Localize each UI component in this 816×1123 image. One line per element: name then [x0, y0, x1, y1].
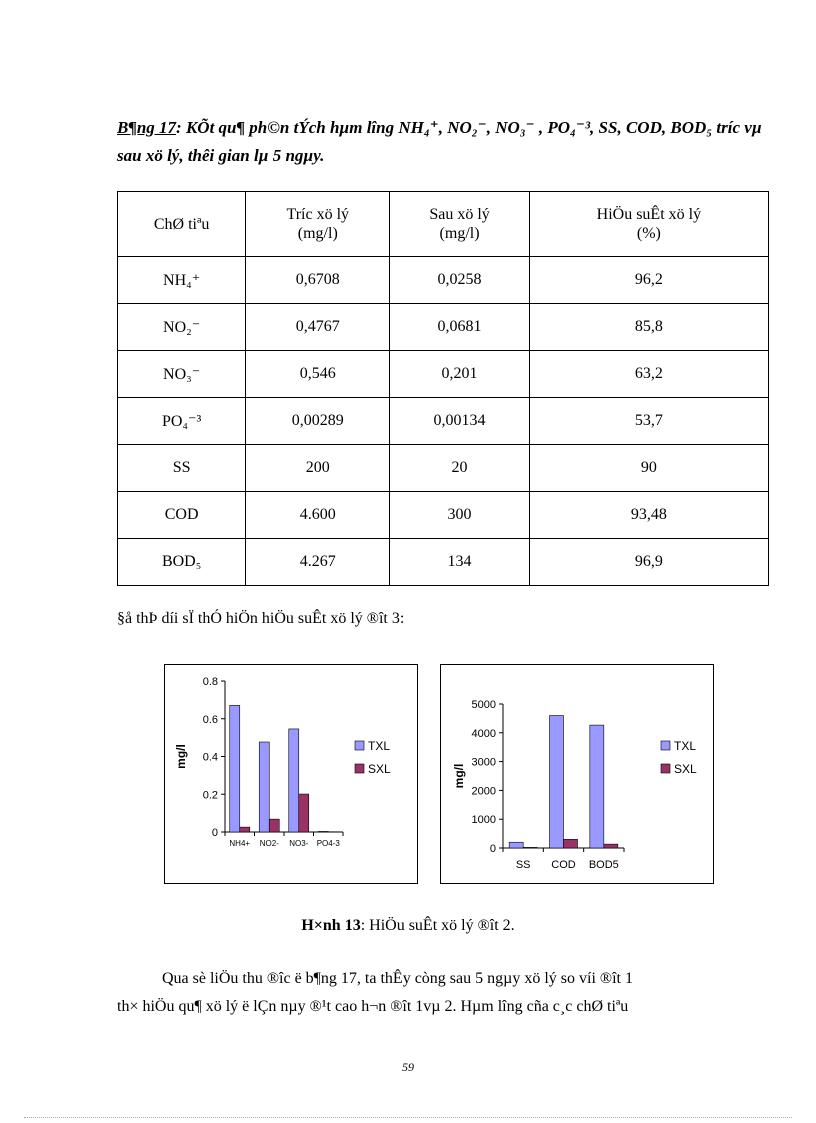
figure-caption-text: : HiÖu suÊt xö lý ®ît 2.	[360, 917, 515, 934]
cell-before: 0,00289	[246, 398, 390, 445]
legend-label-txl: TXL	[368, 739, 391, 753]
y-tick-label: 0	[489, 843, 496, 855]
cell-before: 0,546	[246, 351, 390, 398]
results-table	[117, 191, 769, 586]
cell-after: 0,0258	[390, 257, 529, 304]
table-row	[118, 492, 769, 539]
bar-sxl-bod5	[604, 844, 618, 848]
figure-caption	[0, 917, 816, 935]
x-tick-label: PO4-3	[316, 839, 340, 848]
chart-frame-small-params	[164, 664, 418, 884]
cell-before: 200	[246, 445, 390, 492]
cell-indicator: NO₂⁻	[118, 304, 246, 351]
table-row	[118, 539, 769, 586]
header-indicator: ChØ tiªu	[118, 192, 246, 257]
y-axis-label: mg/l	[174, 744, 188, 769]
x-tick-label: SS	[515, 859, 531, 871]
body-paragraph-line-2: th× hiÖu qu¶ xö lý ë lÇn nµy ®¹t cao h¬n ®ît 1vµ 2. Hµm lîng cña c¸c chØ tiªu	[117, 998, 629, 1015]
cell-before: 4.267	[246, 539, 390, 586]
bar-txl-no3-	[289, 729, 299, 832]
bar-txl-bod5	[590, 725, 604, 848]
cell-efficiency: 96,2	[529, 257, 768, 304]
y-axis-label: mg/l	[452, 763, 466, 789]
x-tick-label: COD	[551, 859, 576, 871]
table-caption-label: B¶ng 17	[117, 118, 177, 137]
cell-efficiency: 96,9	[529, 539, 768, 586]
cell-efficiency: 85,8	[529, 304, 768, 351]
cell-indicator: COD	[118, 492, 246, 539]
legend-swatch-sxl	[661, 764, 670, 773]
cell-indicator: SS	[118, 445, 246, 492]
cell-before: 0,6708	[246, 257, 390, 304]
legend-swatch-sxl	[355, 764, 364, 773]
table-row	[118, 351, 769, 398]
bar-txl-nh4+	[230, 705, 240, 832]
legend-label-txl: TXL	[674, 739, 697, 753]
cell-indicator: NH₄⁺	[118, 257, 246, 304]
cell-after: 0,0681	[390, 304, 529, 351]
cell-after: 300	[390, 492, 529, 539]
x-tick-label: BOD5	[588, 859, 619, 871]
bar-sxl-nh4+	[240, 827, 250, 832]
figure-caption-label: H×nh 13	[301, 917, 361, 934]
table-row	[118, 398, 769, 445]
chart-intro-text: §å thÞ díi sÏ thÓ hiÖn hiÖu suÊt xö lý ®ît 3:	[117, 610, 405, 627]
cell-before: 0,4767	[246, 304, 390, 351]
legend-swatch-txl	[661, 741, 670, 750]
cell-before: 4.600	[246, 492, 390, 539]
y-tick-label: 4000	[471, 727, 496, 740]
table-row	[118, 257, 769, 304]
legend-label-sxl: SXL	[368, 762, 391, 776]
cell-efficiency: 90	[529, 445, 768, 492]
header-after: Sau xö lý (mg/l)	[390, 192, 529, 257]
bar-txl-po4-3	[318, 831, 328, 832]
y-tick-label: 0.6	[202, 713, 218, 726]
bar-sxl-no2-	[269, 819, 279, 832]
page-bottom-rule	[24, 1117, 792, 1118]
cell-after: 134	[390, 539, 529, 586]
cell-efficiency: 53,7	[529, 398, 768, 445]
bar-sxl-no3-	[299, 794, 309, 832]
table-caption	[117, 114, 772, 170]
header-before: Tríc xö lý (mg/l)	[246, 192, 390, 257]
cell-efficiency: 93,48	[529, 492, 768, 539]
cell-indicator: NO₃⁻	[118, 351, 246, 398]
y-tick-label: 0	[211, 827, 218, 839]
y-tick-label: 2000	[471, 785, 496, 798]
bar-chart-large-params	[441, 665, 713, 883]
body-paragraph-line-1: Qua sè liÖu thu ®îc ë b¶ng 17, ta thÊy còng sau 5 ngµy xö lý so víi ®ît 1	[162, 970, 633, 987]
bar-txl-cod	[550, 716, 564, 848]
y-tick-label: 0.8	[202, 676, 218, 688]
bar-txl-ss	[509, 842, 523, 848]
table-caption-text: : KÕt qu¶ ph©n tÝch hµm lîng NH₄⁺, NO₂⁻, NO₃⁻ , PO₄⁻³, SS, COD, BOD₅ tríc vµ sau xö lý, thêi gian lµ 5 ngµy.	[117, 118, 762, 165]
cell-efficiency: 63,2	[529, 351, 768, 398]
x-tick-label: NO3-	[289, 839, 309, 848]
chart-frame-large-params	[440, 664, 714, 884]
header-efficiency: HiÖu suÊt xö lý (%)	[529, 192, 768, 257]
y-tick-label: 1000	[471, 814, 496, 827]
bar-sxl-cod	[564, 839, 578, 848]
cell-indicator: BOD₅	[118, 539, 246, 586]
legend-label-sxl: SXL	[674, 762, 697, 776]
table-row	[118, 304, 769, 351]
bar-sxl-ss	[523, 847, 537, 848]
x-tick-label: NO2-	[259, 839, 279, 848]
legend-swatch-txl	[355, 741, 364, 750]
page-number: 59	[402, 1060, 414, 1074]
table-header-row	[118, 192, 769, 257]
table-row	[118, 445, 769, 492]
cell-after: 0,201	[390, 351, 529, 398]
cell-after: 20	[390, 445, 529, 492]
y-tick-label: 0.4	[202, 751, 218, 764]
y-tick-label: 5000	[471, 699, 496, 711]
bar-chart-small-params	[165, 665, 417, 883]
x-tick-label: NH4+	[229, 839, 251, 848]
bar-txl-no2-	[259, 742, 269, 832]
y-tick-label: 3000	[471, 756, 496, 769]
cell-after: 0,00134	[390, 398, 529, 445]
y-tick-label: 0.2	[202, 789, 218, 802]
cell-indicator: PO₄⁻³	[118, 398, 246, 445]
